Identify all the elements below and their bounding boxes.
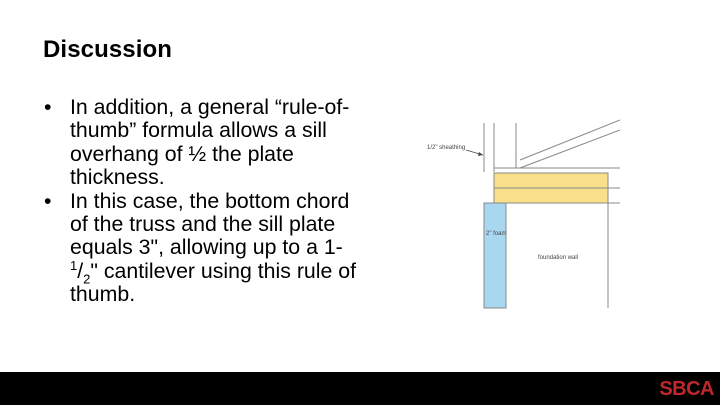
arrow-head-icon xyxy=(478,152,483,156)
rafter-line xyxy=(520,120,620,160)
bullet-glyph: • xyxy=(44,95,52,119)
fraction-denominator: 2 xyxy=(83,271,91,287)
bullet-text-after: " cantilever using this rule of thumb. xyxy=(70,258,357,307)
bullet-glyph: • xyxy=(44,188,52,213)
fraction-slash: / xyxy=(77,258,84,283)
sbca-logo: SBCA xyxy=(659,378,714,400)
fraction-numerator: 1 xyxy=(70,257,78,273)
sill-overhang-diagram xyxy=(420,118,620,313)
foam-insulation xyxy=(484,203,506,308)
foundation-wall-label: foundation wall xyxy=(538,255,579,261)
foam-label: 2" foam xyxy=(486,231,507,237)
bullet-item xyxy=(44,96,364,190)
bullet-text: In addition, a general “rule-of-thumb” formula allows a sill overhang of ½ the plate thickness. xyxy=(70,95,350,190)
slide-title: Discussion xyxy=(43,36,173,63)
sheathing-label: 1/2" sheathing xyxy=(427,145,466,151)
bullet-item xyxy=(44,190,364,307)
fraction xyxy=(70,257,91,287)
footer-bar xyxy=(0,372,720,405)
bullet-text: In this case, the bottom chord of the truss and the sill plate equals 3", allowing up to a 1- xyxy=(70,188,350,260)
bullet-list xyxy=(44,96,364,307)
rafter-line xyxy=(520,130,620,168)
